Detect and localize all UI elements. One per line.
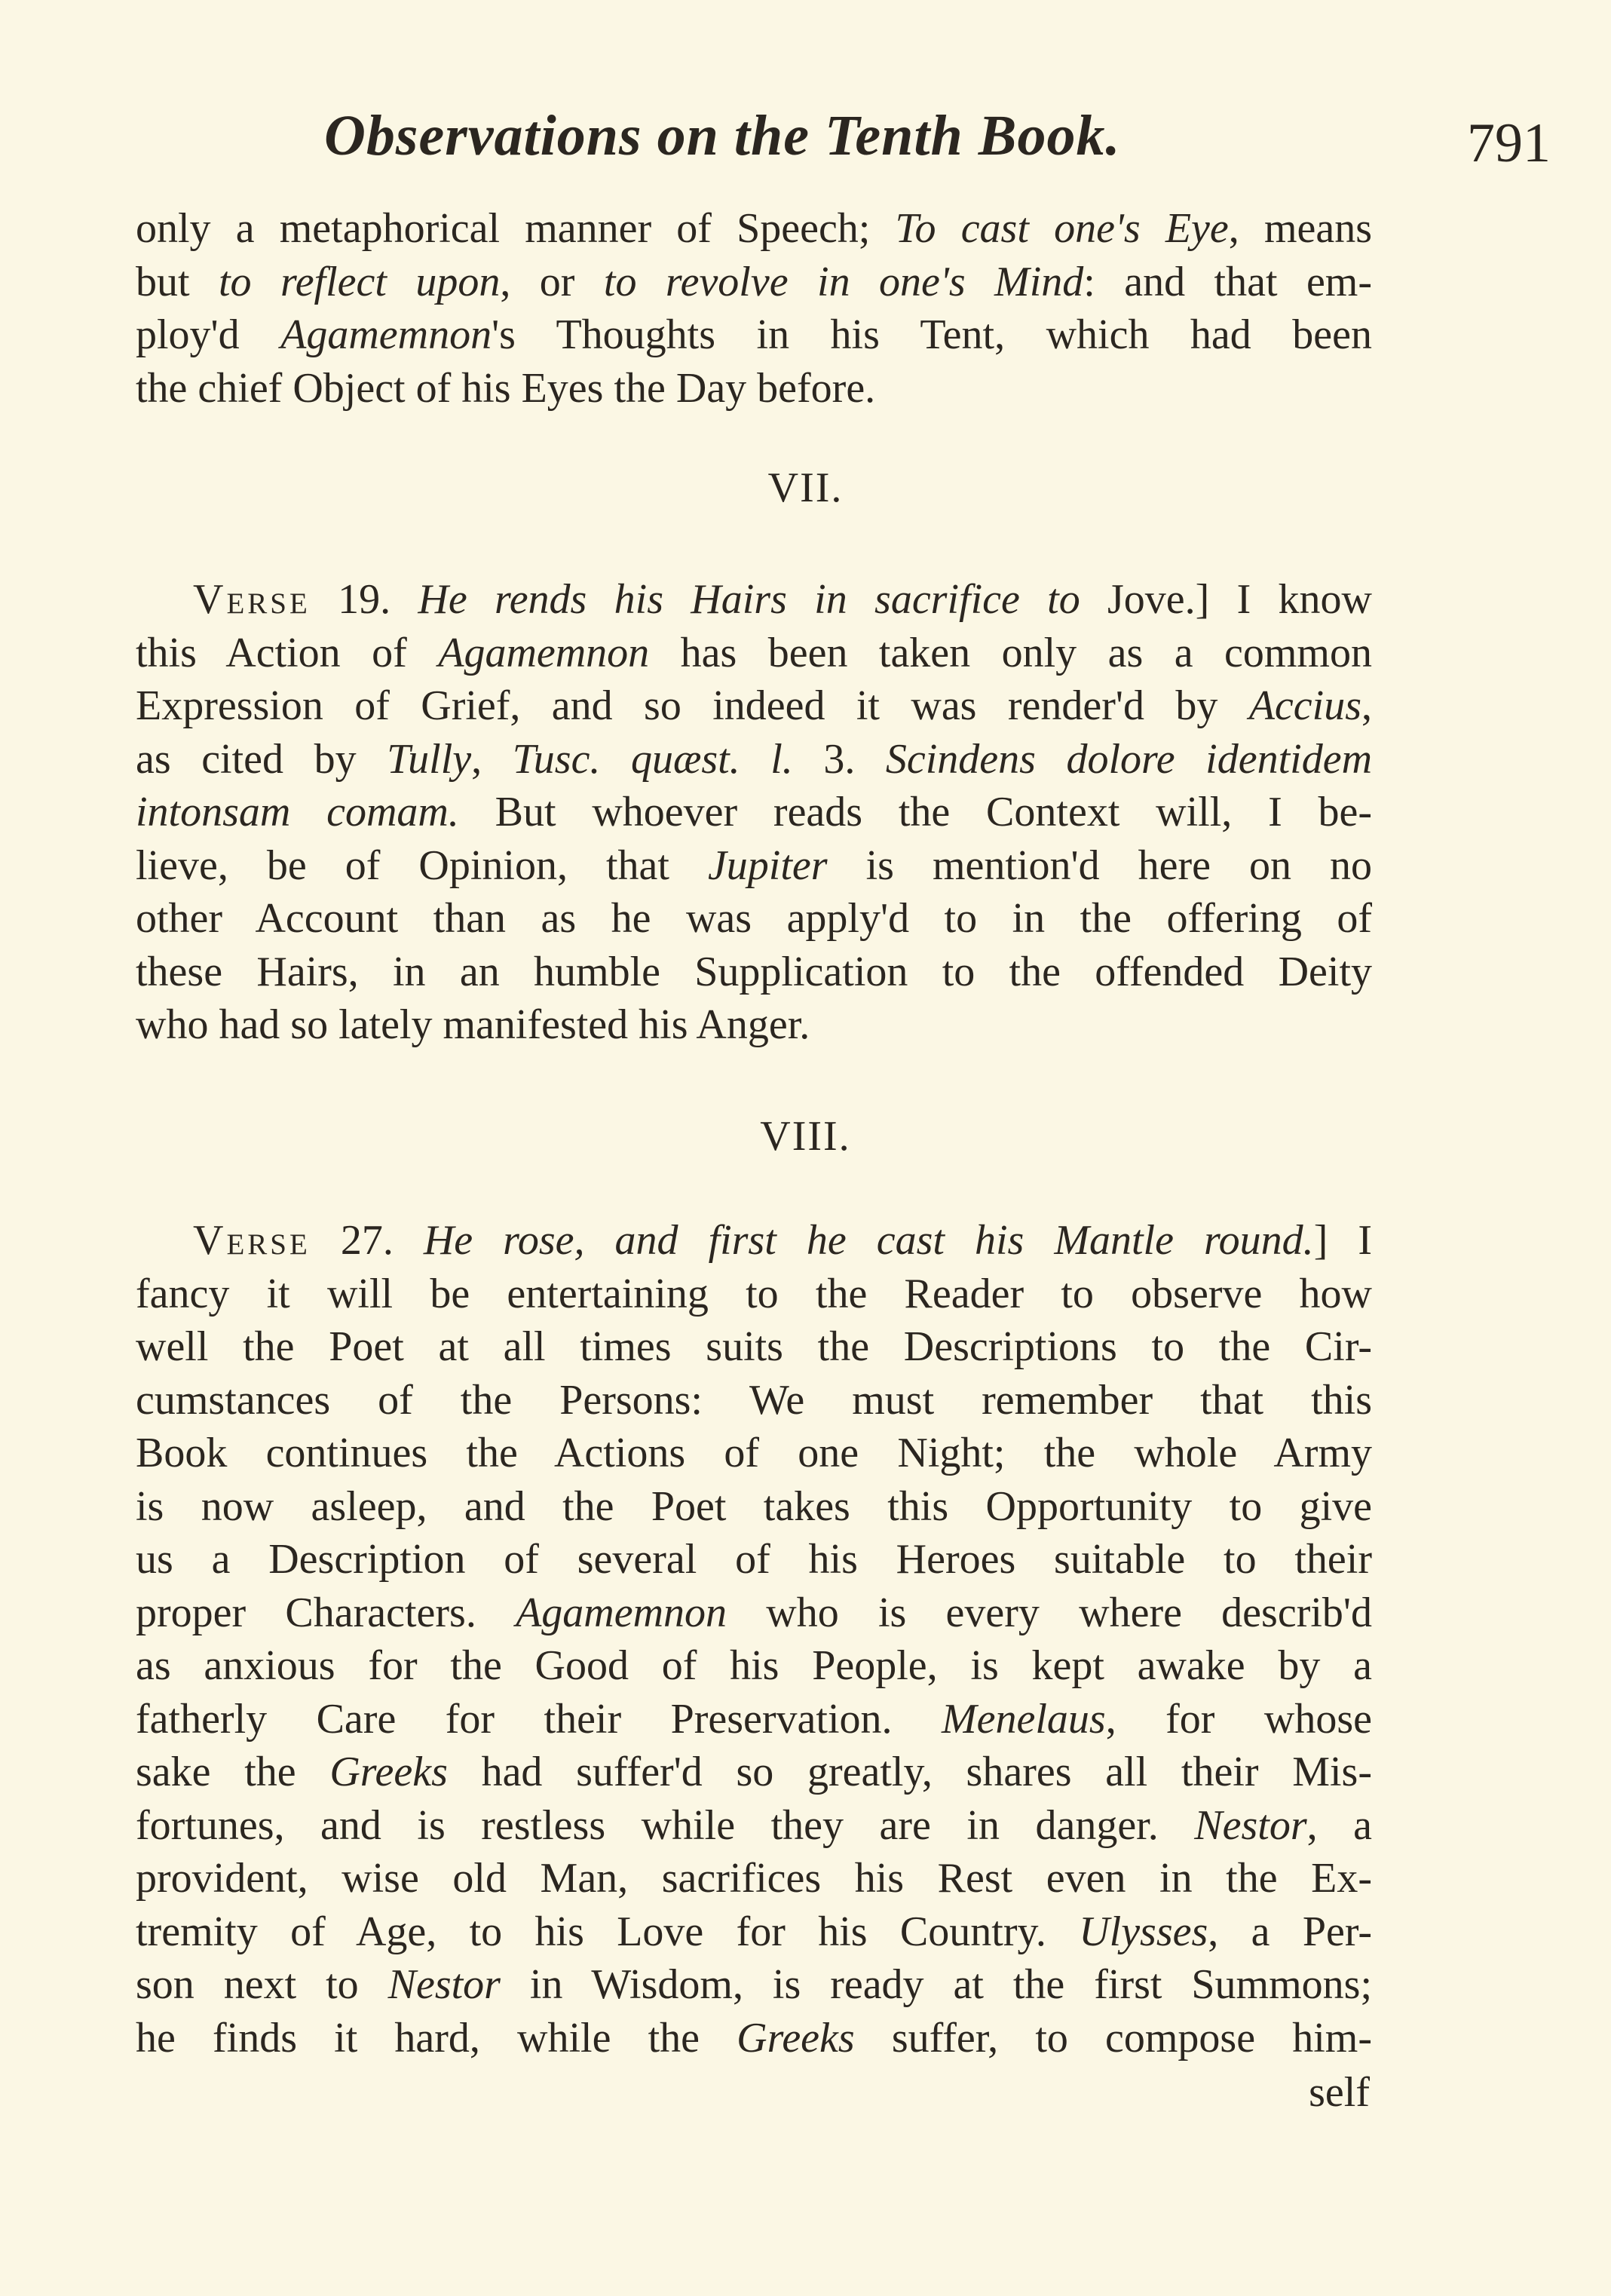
page-number: 791 [1467, 112, 1551, 174]
running-head [0, 98, 1611, 181]
section-heading-viii: VIII. [760, 1113, 851, 1160]
text-line: fortunes, and is restless while they are in danger. Nestor, a [136, 1801, 1372, 1849]
text-line: only a metaphorical manner of Speech; To cast one's Eye, means [136, 205, 1373, 252]
text-line: is now asleep, and the Poet takes this Opportunity to give [136, 1482, 1372, 1530]
text-line: the chief Object of his Eyes the Day before. [136, 364, 876, 412]
text-line: son next to Nestor in Wisdom, is ready at the first Summons; [136, 1961, 1373, 2008]
text-line: but to reflect upon, or to revolve in one's Mind: and that em- [136, 258, 1373, 305]
text-line: who had so lately manifested his Anger. [136, 1001, 810, 1048]
catchword: self [1309, 2069, 1370, 2116]
text-line: ploy'd Agamemnon's Thoughts in his Tent, which had been [136, 311, 1372, 358]
text-line: Verse 19. He rends his Hairs in sacrifice to Jove.] I know [193, 576, 1372, 623]
text-line: proper Characters. Agamemnon who is every where describ'd [136, 1589, 1372, 1636]
section-heading-vii: VII. [767, 464, 844, 511]
text-line: as cited by Tully, Tusc. quæst. l. 3. Scindens dolore identidem [136, 735, 1373, 783]
text-line: tremity of Age, to his Love for his Country. Ulysses, a Per- [136, 1908, 1373, 1955]
text-line: us a Description of several of his Heroes suitable to their [136, 1536, 1372, 1583]
text-line: Verse 27. He rose, and first he cast his Mantle round.] I [193, 1217, 1373, 1264]
text-line: this Action of Agamemnon has been taken only as a common [136, 629, 1372, 676]
text-line: Expression of Grief, and so indeed it was render'd by Accius, [136, 682, 1372, 729]
text-line: other Account than as he was apply'd to in the offering of [136, 895, 1372, 942]
paragraph-2 [136, 573, 1372, 1052]
text-line: provident, wise old Man, sacrifices his Rest even in the Ex- [136, 1855, 1372, 1902]
text-line: lieve, be of Opinion, that Jupiter is mention'd here on no [136, 841, 1372, 889]
paragraph-1 [136, 202, 1372, 415]
paragraph-3 [136, 1214, 1372, 2065]
running-title: Observations on the Tenth Book. [324, 104, 1121, 167]
text-line: intonsam comam. But whoever reads the Context will, I be- [136, 789, 1372, 835]
text-line: as anxious for the Good of his People, is kept awake by a [136, 1642, 1372, 1689]
text-line: cumstances of the Persons: We must remember that this [136, 1376, 1372, 1424]
text-line: he finds it hard, while the Greeks suffer, to compose him- [136, 2014, 1372, 2061]
text-line: well the Poet at all times suits the Descriptions to the Cir- [136, 1323, 1372, 1370]
text-line: fancy it will be entertaining to the Reader to observe how [136, 1270, 1372, 1317]
text-line: fatherly Care for their Preservation. Menelaus, for whose [136, 1695, 1373, 1743]
text-line: these Hairs, in an humble Supplication to the offended Deity [136, 948, 1372, 995]
text-line: Book continues the Actions of one Night; the whole Army [136, 1430, 1372, 1476]
text-line: sake the Greeks had suffer'd so greatly, shares all their Mis- [136, 1749, 1373, 1795]
